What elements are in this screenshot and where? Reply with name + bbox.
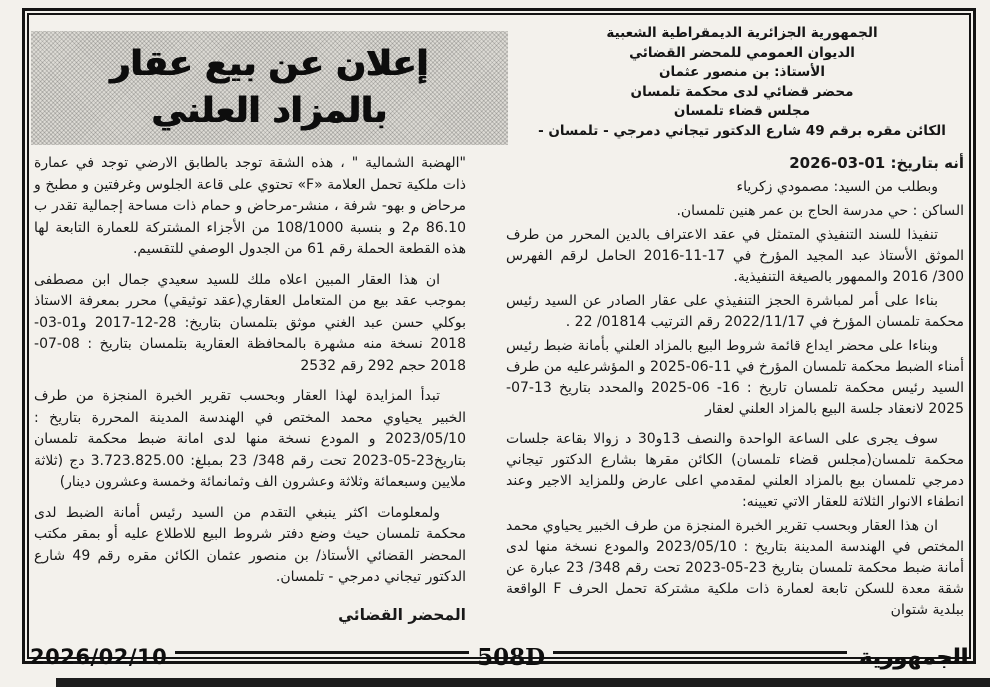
paragraph-executive-deed: تنفيذا للسند التنفيذي المتمثل في عقد الاعتراف بالدين المحرر من طرف الموثق الأستاذ عبد المجيد المؤرخ في 17-11-2016 الحامل لرقم الفهرس 300/ 2016 والممهور بالصيغة التنفيذية. [506,227,965,285]
bailiff-office-header [520,24,964,146]
notice-title-line-2: بالمزاد العلني [151,91,388,131]
paragraph-ownership: ان هذا العقار المبين اعلاه ملك للسيد سعيدي جمال ابن مصطفى بموجب عقد بيع من المتعامل العقاري(عقد توثيقي) محرر بمعرفة الاستاذ بوكلي حسن عبد الغني موثق بتلمسان بتاريخ: 28-12-2017 و01-03-2018 نسخة منه مشهرة بالمحافظة العقارية بتلمسان بتاريخ : 08-07-2018 حجم 292 رقم 2532 [34,271,466,374]
body-column-left [34,153,466,629]
footer-rule-left [175,651,469,664]
header-line-council: مجلس قضاء تلمسان [673,103,811,119]
footer-strip [30,639,968,675]
paragraph-apartment-details: "الهضبة الشمالية " ، هذه الشقة توجد بالطابق الارضي توجد في عمارة ذات ملكية تحمل العلامة «F» تحتوي على قاعة الجلوس وغرفتين و مطبخ و مرحاض و بهو- شرفة ، منشر-مرحاض و حمام ذات مساحة إجمالية تقدر ب 86.10 م2 و بنسبة 108/1000 من الأجزاء المشتركة للعمارة التابعة لها هذه القطعة الحملة رقم 61 من الجدول الوصفي للتقسيم. [34,155,466,257]
notice-reference-number: 508D [477,643,546,671]
paragraph-requester-address: الساكن : حي مدرسة الحاج بن عمر هنين تلمسان. [676,203,964,219]
header-line-bailiff-name: الأستاذ: بن منصور عثمان [659,64,825,80]
paragraph-property-description: ان هذا العقار وبحسب تقرير الخبرة المنجزة من طرف الخبير يحياوي محمد المختص في الهندسة المدينة بتاريخ : 2023/05/10 والمودع نسخة منها لدى أمانة ضبط محكمة تلمسان بتاريخ 23-05-2023 تحت رقم 348/ 23 عبارة عن شقة معدة للسكن تابعة لعمارة ذات ملكية مشتركة تحمل الحرف F الواقعة ببلدية شتوان [506,518,964,618]
paragraph-requester: وبطلب من السيد: مصمودي زكرياء [736,179,938,195]
header-line-address: الكائن مقره برقم 49 شارع الدكتور تيجاني دمرجي - تلمسان - [538,122,946,139]
paragraph-session-time: سوف يجرى على الساعة الواحدة والنصف 13و30 د زوالا بقاعة جلسات محكمة تلمسان(مجلس قضاء تلمسان) الكائن مقرها بشارع الدكتور تيجاني دمرجي تلمسان بيع بالمزاد العلني لمقدمي اعلى عارض وللمزايد الاجير وعند انطفاء الانوار الثلاثة للعقار الاتي تعيينه: [506,431,964,510]
scan-edge-bar [56,678,990,687]
notice-date-line: أنه بتاريخ: 01-03-2026 [789,154,964,172]
paragraph-sale-conditions: وبناءا على محضر ايداع قائمة شروط البيع بالمزاد العلني بأمانة ضبط رئيس أمناء الضبط محكمة تلمسان المؤرخ في 11-06-2025 و المؤشرعليه من طرف السيد رئيس محكمة تلمسان تاريخ : 16- 06-2025 والمحدد بتاريخ 13-07-2025 لانعقاد جلسة البيع بالمزاد العلني لعقار [506,338,964,417]
footer-rule-right [553,651,847,664]
header-line-republic: الجمهورية الجزائرية الديمقراطية الشعبية [606,25,878,41]
paragraph-seizure-order: بناءا على أمر لمباشرة الحجز التنفيذي على عقار الصادر عن السيد رئيس محكمة تلمسان المؤرخ في 2022/11/17 رقم الترتيب 01814/ 22 . [506,293,964,330]
paragraph-starting-price: تبدأ المزايدة لهذا العقار وبحسب تقرير الخبرة المنجزة من طرف الخبير يحياوي محمد المختص في الهندسة المدينة المحررة بتاريخ : 2023/05/10 و المودع نسخة منها لدى امانة ضبط محكمة تلمسان بتاريخ23-05-2023 تحت رقم 348/ 23 بمبلغ: 3.723.825.00 دج (ثلاثة ملايين وسبعمائة وثلاثة وعشرون الف وثمانمائة وخمسة وعشرون دينار) [34,388,466,490]
notice-title-box [31,31,508,145]
publication-date: 2026/02/10 [30,645,168,669]
notice-title-line-1: إعلان عن بيع عقار [110,44,429,84]
bailiff-signature: المحضر القضائي [338,605,466,624]
paragraph-more-information: ولمعلومات اكثر ينبغي التقدم من السيد رئيس أمانة الضبط لدى محكمة تلمسان حيث وضع دفتر شروط البيع للاطلاع عليه أو بمقر مكتب المحضر القضائي الأستاذ/ بن منصور عثمان الكائن مقره رقم 49 شارع الدكتور تيجاني دمرجي - تلمسان. [34,504,466,585]
body-column-right [506,153,964,624]
header-line-office: الديوان العمومي للمحضر القضائي [629,44,855,61]
header-line-court: محضر قضائي لدى محكمة تلمسان [630,83,854,100]
newspaper-logo: الجمهورية [859,644,969,670]
